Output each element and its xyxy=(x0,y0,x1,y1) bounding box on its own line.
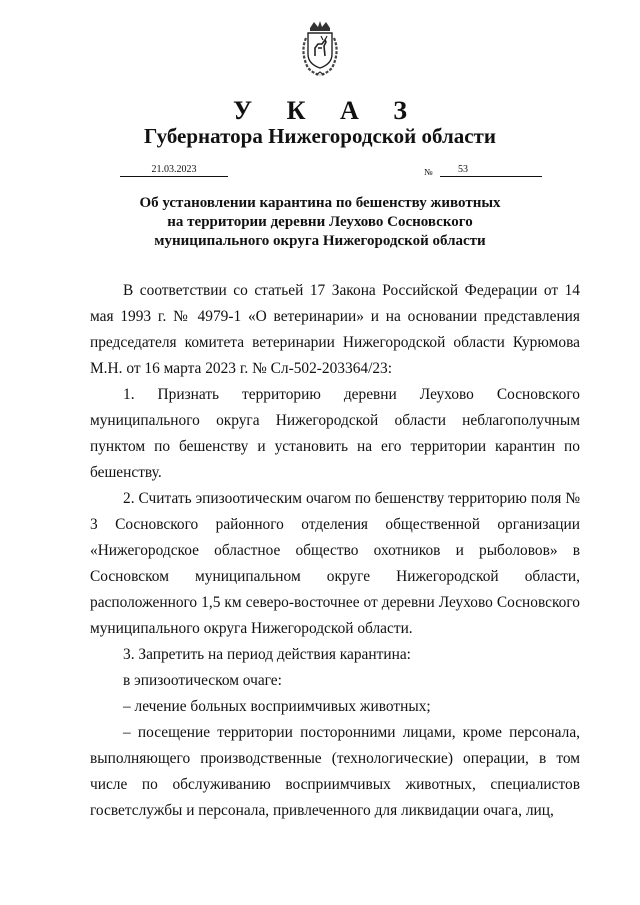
decree-date: 21.03.2023 xyxy=(120,164,228,177)
decree-title: У К А З xyxy=(233,96,421,125)
decree-number-field xyxy=(440,164,542,177)
preamble-paragraph: В соответствии со статьей 17 Закона Российской Федерации от 14 мая 1993 г. № 4979-1 «О ветеринарии» и на основании представления председателя комитета ветеринарии Нижегородской области Курюмова М.Н. от 16 марта 2023 г. № Сл-502-203364/23: xyxy=(90,282,580,377)
issuer-title: Губернатора Нижегородской области xyxy=(144,124,496,148)
item-2-paragraph: 2. Считать эпизоотическим очагом по бешенству территорию поля № 3 Сосновского районного отделения общественной организации «Нижегородское областное общество охотников и рыболовов» в Сосновском муниципальном округе Нижегородской области, расположенного 1,5 км северо-восточнее от деревни Леухово Сосновского муниципального округа Нижегородской области. xyxy=(90,490,580,637)
decree-body xyxy=(90,278,580,824)
item-3-dash-2: – посещение территории посторонними лицами, кроме персонала, выполняющего производственные (технологические) операции, в том числе по обслуживанию восприимчивых животных, специалистов госветслужбы и персонала, привлеченного для ликвидации очага, лиц, xyxy=(90,724,580,819)
decree-number: 53 xyxy=(458,164,468,175)
coat-of-arms-icon xyxy=(296,20,344,78)
decree-subject xyxy=(100,194,540,251)
item-1-paragraph: 1. Признать территорию деревни Леухово Сосновского муниципального округа Нижегородской области неблагополучным пунктом по бешенству и установить на его территории карантин по бешенству. xyxy=(90,386,580,481)
number-label: № xyxy=(424,167,433,177)
item-3-subheading: в эпизоотическом очаге: xyxy=(123,672,282,689)
subject-line-3: муниципального округа Нижегородской области xyxy=(154,233,486,249)
item-3-paragraph: 3. Запретить на период действия карантина: xyxy=(123,646,411,663)
item-3-dash-1: – лечение больных восприимчивых животных; xyxy=(123,698,431,715)
subject-line-1: Об установлении карантина по бешенству животных xyxy=(139,195,501,211)
subject-line-2: на территории деревни Леухово Сосновского xyxy=(167,214,473,230)
